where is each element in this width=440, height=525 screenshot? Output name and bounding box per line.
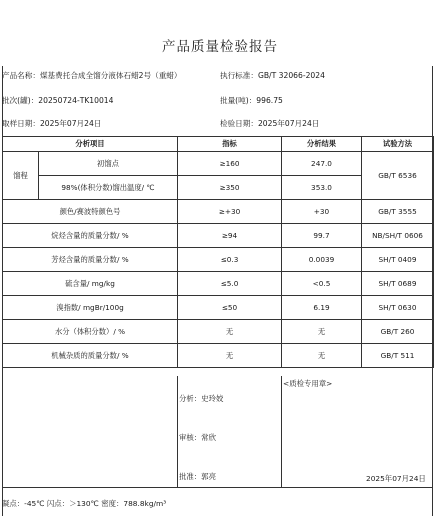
header-method: 试验方法: [362, 137, 434, 152]
approver-signature: 批准：郭亮: [179, 472, 216, 481]
row-spec: 无: [178, 344, 282, 368]
row-result: 无: [282, 344, 362, 368]
row-method: NB/SH/T 0606: [362, 224, 434, 248]
table-row: [3, 152, 434, 176]
inspection-date: 检验日期：2025年07月24日: [220, 119, 320, 128]
header-item: 分析项目: [3, 137, 178, 152]
row-item: 溴指数/ mgBr/100g: [3, 296, 178, 320]
row-method: SH/T 0630: [362, 296, 434, 320]
table-row: [3, 272, 434, 296]
row-item: 颜色/赛波特颜色号: [3, 200, 178, 224]
divider: [177, 376, 178, 488]
divider: [281, 376, 282, 488]
row-result: 353.0: [282, 176, 362, 200]
stamp-date: 2025年07月24日: [366, 474, 426, 483]
row-result: +30: [282, 200, 362, 224]
reviewer-signature: 审核：常欣: [179, 433, 216, 442]
row-method: SH/T 0409: [362, 248, 434, 272]
row-item: 芳烃含量的质量分数/ %: [3, 248, 178, 272]
product-name: 产品名称：煤基费托合成全馏分液体石蜡2号（重蜡）: [2, 71, 182, 80]
row-item: 硫含量/ mg/kg: [3, 272, 178, 296]
standard: 执行标准：GB/T 32066-2024: [220, 71, 325, 80]
row-spec: ≤0.3: [178, 248, 282, 272]
table-row: [3, 248, 434, 272]
row-item: 98%(体积分数)馏出温度/ ℃: [39, 176, 178, 200]
footer-properties: 凝点：-45℃ 闪点：＞130℃ 密度：788.8kg/m³: [2, 499, 167, 508]
row-item: 初馏点: [39, 152, 178, 176]
row-method: GB/T 511: [362, 344, 434, 368]
row-result: 247.0: [282, 152, 362, 176]
row-spec: ≥350: [178, 176, 282, 200]
table-row: [3, 296, 434, 320]
row-item: 水分（体积分数）/ %: [3, 320, 178, 344]
table-header-row: [3, 137, 434, 152]
row-result: 99.7: [282, 224, 362, 248]
analyst-signature: 分析：史玲姣: [179, 394, 224, 403]
row-item: 烷烃含量的质量分数/ %: [3, 224, 178, 248]
row-method: GB/T 6536: [362, 152, 434, 200]
table-row: [3, 344, 434, 368]
row-spec: ≤5.0: [178, 272, 282, 296]
header-result: 分析结果: [282, 137, 362, 152]
table-row: [3, 200, 434, 224]
row-item: 机械杂质的质量分数/ %: [3, 344, 178, 368]
signature-section: [2, 376, 433, 488]
row-result: 6.19: [282, 296, 362, 320]
distillation-label: 馏程: [3, 152, 39, 200]
row-spec: ≥160: [178, 152, 282, 176]
row-result: 无: [282, 320, 362, 344]
batch-weight: 批量(吨)：996.75: [220, 96, 283, 105]
row-method: GB/T 3555: [362, 200, 434, 224]
row-method: SH/T 0689: [362, 272, 434, 296]
row-result: 0.0039: [282, 248, 362, 272]
header-spec: 指标: [178, 137, 282, 152]
row-spec: ≤50: [178, 296, 282, 320]
stamp-label: <质检专用章>: [283, 379, 333, 388]
table-row: [3, 224, 434, 248]
page-title: 产品质量检验报告: [162, 39, 278, 55]
row-spec: 无: [178, 320, 282, 344]
row-method: GB/T 260: [362, 320, 434, 344]
row-spec: ≥+30: [178, 200, 282, 224]
sampling-date: 取样日期：2025年07月24日: [2, 119, 102, 128]
row-result: <0.5: [282, 272, 362, 296]
row-spec: ≥94: [178, 224, 282, 248]
results-table: [2, 136, 434, 368]
batch-no: 批次(罐)：20250724-TK10014: [2, 96, 114, 105]
table-row: [3, 320, 434, 344]
